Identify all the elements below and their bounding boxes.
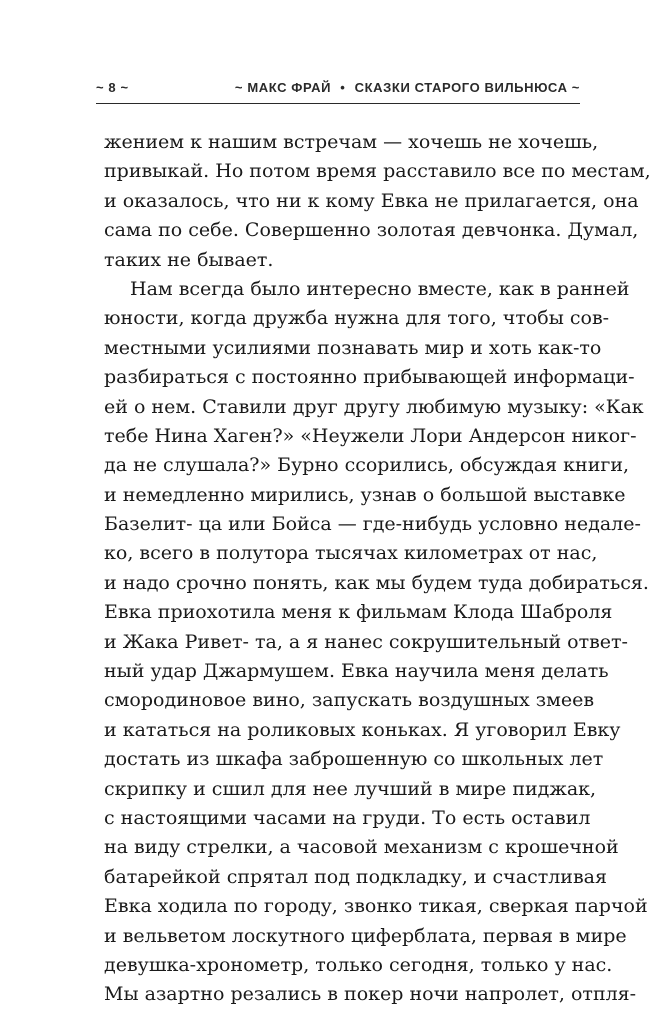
text-line: да не слушала?» Бурно ссорились, обсуждая книги, xyxy=(104,454,630,477)
body-text xyxy=(104,128,651,1010)
paragraph-2 xyxy=(104,275,649,1010)
author-name: ~ МАКС ФРАЙ xyxy=(234,80,332,95)
text-line: ей о нем. Ставили друг другу любимую музыку: «Как xyxy=(104,395,644,418)
title-separator-bullet: • xyxy=(340,80,346,95)
text-line: Евка приохотила меня к фильмам Клода Шаброля xyxy=(104,601,613,624)
text-line: с настоящими часами на груди. То есть оставил xyxy=(104,806,591,829)
text-line: скрипку и сшил для нее лучший в мире пиджак, xyxy=(104,777,597,800)
text-line: батарейкой спрятал под подкладку, и счастливая xyxy=(104,865,607,888)
text-line: на виду стрелки, а часовой механизм с крошечной xyxy=(104,836,619,859)
text-line: смородиновое вино, запускать воздушных змеев xyxy=(104,689,595,712)
text-line: ко, всего в полутора тысячах километрах от нас, xyxy=(104,542,598,565)
text-line: и кататься на роликовых коньках. Я уговорил Евку xyxy=(104,718,621,741)
running-head xyxy=(96,80,580,102)
paragraph-1 xyxy=(104,128,651,275)
text-line: Мы азартно резались в покер ночи напролет, отпля- xyxy=(104,983,637,1006)
text-line: Базелит- ца или Бойса — где-нибудь условно недале- xyxy=(104,513,641,536)
text-line: разбираться с постоянно прибывающей информаци- xyxy=(104,366,635,389)
text-line: Нам всегда было интересно вместе, как в ранней xyxy=(130,277,630,300)
book-title: СКАЗКИ СТАРОГО ВИЛЬНЮСА ~ xyxy=(354,80,580,95)
text-line: девушка-хронометр, только сегодня, только у нас. xyxy=(104,953,613,976)
text-line: местными усилиями познавать мир и хоть как-то xyxy=(104,336,602,359)
text-line: и немедленно мирились, узнав о большой выставке xyxy=(104,483,626,506)
text-line: и вельветом лоскутного циферблата, первая в мире xyxy=(104,924,627,947)
text-line: Евка ходила по городу, звонко тикая, сверкая парчой xyxy=(104,895,648,918)
text-line: ный удар Джармушем. Евка научила меня делать xyxy=(104,660,609,683)
text-line: сама по себе. Совершенно золотая девчонка. Думал, xyxy=(104,219,639,242)
text-line: привыкай. Но потом время расставило все по местам, xyxy=(104,160,651,183)
text-line: достать из шкафа заброшенную со школьных лет xyxy=(104,748,604,771)
header-rule xyxy=(96,103,580,104)
text-line: таких не бывает. xyxy=(104,248,274,271)
text-line: юности, когда дружба нужна для того, чтобы сов- xyxy=(104,307,610,330)
text-line: жением к нашим встречам — хочешь не хочешь, xyxy=(104,131,599,153)
text-line: и надо срочно понять, как мы будем туда добираться. xyxy=(104,571,649,594)
text-line: тебе Нина Хаген?» «Неужели Лори Андерсон никог- xyxy=(104,424,637,447)
page-number: ~ 8 ~ xyxy=(96,80,129,95)
running-title xyxy=(235,80,580,95)
text-line: и Жака Ривет- та, а я нанес сокрушительный ответ- xyxy=(104,630,628,653)
text-line: и оказалось, что ни к кому Евка не прилагается, она xyxy=(104,189,639,212)
